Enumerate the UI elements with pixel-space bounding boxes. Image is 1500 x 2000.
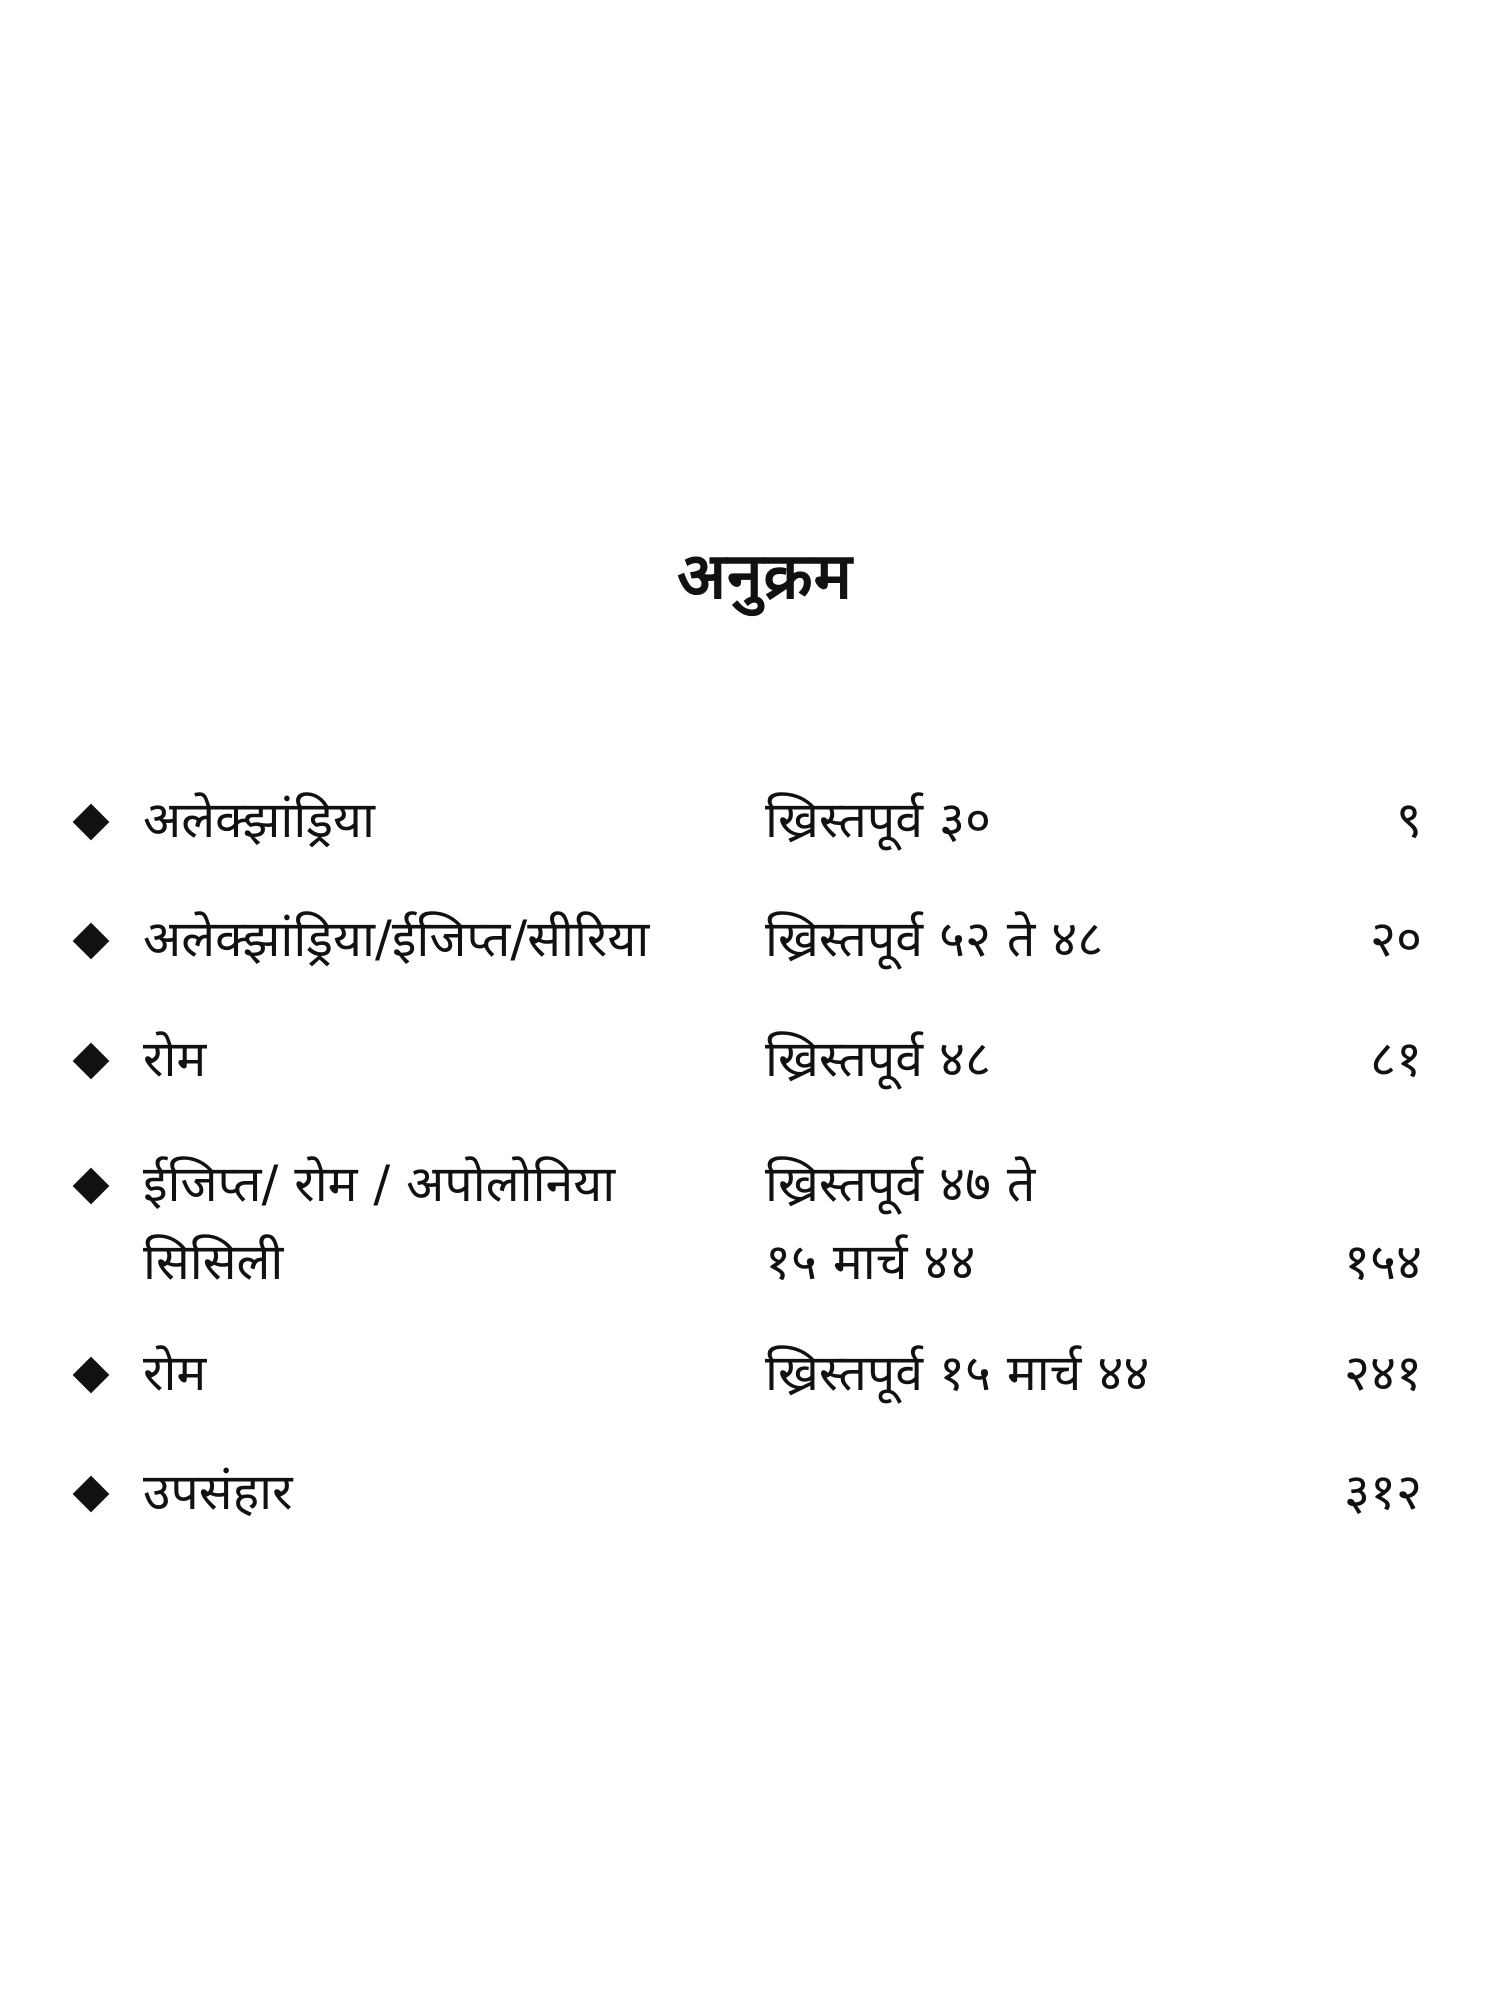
page-number: ३१२ [1344, 1463, 1422, 1521]
chapter-period: ख्रिस्तपूर्व ५२ ते ४८ [765, 910, 1104, 968]
chapter-title: रोम [143, 1030, 207, 1088]
chapter-period: ख्रिस्तपूर्व ३० [765, 791, 991, 849]
page-number: ९ [1396, 791, 1422, 849]
chapter-period: ख्रिस्तपूर्व ४७ ते १५ मार्च ४४ [765, 1155, 1036, 1291]
chapter-period: ख्रिस्तपूर्व ४८ [765, 1030, 991, 1088]
chapter-title: ईजिप्त/ रोम / अपोलोनिया सिसिली [143, 1155, 616, 1291]
diamond-bullet-icon [73, 1476, 110, 1513]
diamond-bullet-icon [73, 1168, 110, 1205]
chapter-period: ख्रिस्तपूर्व १५ मार्च ४४ [765, 1344, 1150, 1402]
page-number: १५४ [1344, 1233, 1422, 1291]
page-title: अनुक्रम [677, 540, 853, 614]
chapter-title: रोम [143, 1344, 207, 1402]
chapter-title: उपसंहार [143, 1463, 293, 1521]
page-number: २० [1370, 910, 1422, 968]
diamond-bullet-icon [73, 923, 110, 960]
chapter-title: अलेक्झांड्रिया/ईजिप्त/सीरिया [143, 910, 650, 968]
page-number: ८१ [1370, 1030, 1422, 1088]
diamond-bullet-icon [73, 1043, 110, 1080]
diamond-bullet-icon [73, 804, 110, 841]
diamond-bullet-icon [73, 1357, 110, 1394]
chapter-title: अलेक्झांड्रिया [143, 791, 375, 849]
page-number: २४१ [1344, 1344, 1422, 1402]
